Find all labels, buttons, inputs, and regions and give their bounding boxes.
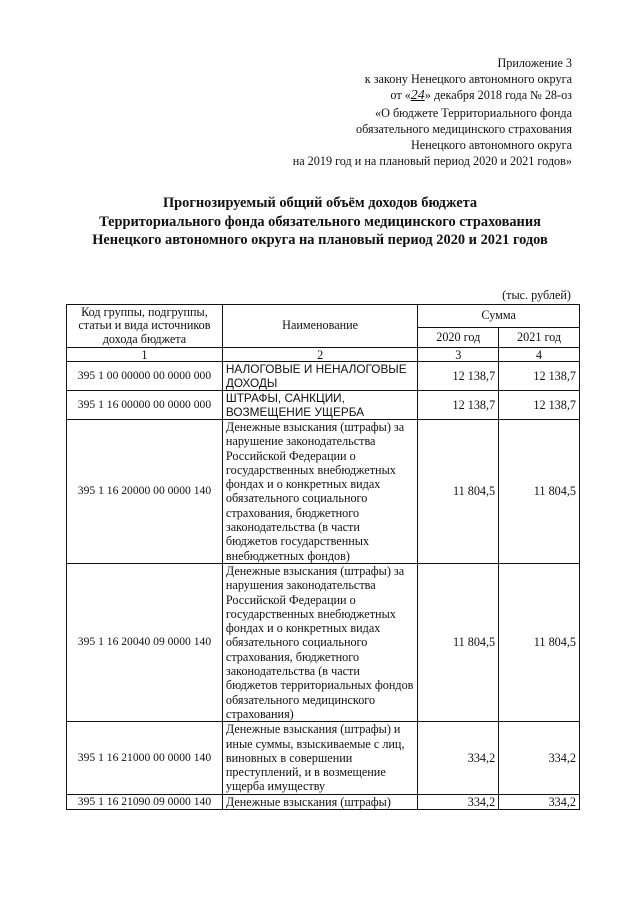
column-number-row (67, 348, 580, 362)
row-code: 395 1 00 00000 00 0000 000 (67, 362, 223, 391)
row-value-2021: 12 138,7 (499, 362, 580, 391)
row-value-2020: 12 138,7 (418, 391, 499, 420)
row-value-2020: 334,2 (418, 794, 499, 809)
appendix-line-4: «О бюджете Территориального фонда (375, 105, 572, 120)
appendix-line-3 (293, 87, 572, 104)
appendix-line-2: к закону Ненецкого автономного округа (364, 72, 572, 87)
row-code: 395 1 16 20040 09 0000 140 (67, 563, 223, 721)
row-name: Денежные взыскания (штрафы) (222, 794, 417, 809)
row-value-2021: 334,2 (499, 722, 580, 794)
row-code: 395 1 16 00000 00 0000 000 (67, 391, 223, 420)
appendix-handwritten-day: 24 (410, 88, 425, 104)
appendix-block (293, 55, 572, 169)
column-number: 2 (222, 348, 417, 362)
table-row (67, 563, 580, 721)
title-line-3: Ненецкого автономного округа на плановый период 2020 и 2021 годов (92, 232, 548, 248)
row-name: Денежные взыскания (штрафы) за нарушения законодательства Российской Федерации о государственных внебюджетных фондах и о конкретных видах обязательного социального страхования, бюджетного законодательства (в части бюджетов территориальных фондов обязательного медицинского страхования) (222, 563, 417, 721)
appendix-line-5: обязательного медицинского страхования (356, 121, 572, 136)
column-number: 3 (418, 348, 499, 362)
row-name: НАЛОГОВЫЕ И НЕНАЛОГОВЫЕ ДОХОДЫ (222, 362, 417, 391)
header-name: Наименование (222, 305, 417, 348)
row-code: 395 1 16 21090 09 0000 140 (67, 794, 223, 809)
row-name: Денежные взыскания (штрафы) за нарушение законодательства Российской Федерации о государственных внебюджетных фондах и о конкретных видах обязательного социального страхования, бюджетного законодательства (в части бюджетов государственных внебюджетных фондов) (222, 420, 417, 564)
table-row (67, 794, 580, 809)
table-row (67, 722, 580, 794)
header-code: Код группы, подгруппы, статьи и вида источников дохода бюджета (67, 305, 223, 348)
row-name: ШТРАФЫ, САНКЦИИ, ВОЗМЕЩЕНИЕ УЩЕРБА (222, 391, 417, 420)
table-header-row (67, 305, 580, 328)
document-title (0, 194, 640, 250)
row-value-2020: 334,2 (418, 722, 499, 794)
row-value-2020: 12 138,7 (418, 362, 499, 391)
row-code: 395 1 16 21000 00 0000 140 (67, 722, 223, 794)
table-row (67, 420, 580, 564)
table-row (67, 362, 580, 391)
revenue-table (66, 304, 580, 810)
row-value-2020: 11 804,5 (418, 563, 499, 721)
header-sum: Сумма (418, 305, 580, 328)
table-row (67, 391, 580, 420)
header-2020: 2020 год (418, 328, 499, 348)
row-value-2020: 11 804,5 (418, 420, 499, 564)
row-value-2021: 334,2 (499, 794, 580, 809)
header-2021: 2021 год (499, 328, 580, 348)
row-value-2021: 11 804,5 (499, 420, 580, 564)
appendix-line-7: на 2019 год и на плановый период 2020 и 2021 годов» (292, 154, 572, 169)
appendix-date-suffix: » декабря 2018 года № 28-оз (424, 88, 572, 103)
appendix-date-prefix: от « (390, 88, 411, 103)
units-label: (тыс. рублей) (502, 288, 571, 302)
row-value-2021: 12 138,7 (499, 391, 580, 420)
row-value-2021: 11 804,5 (499, 563, 580, 721)
appendix-line-6: Ненецкого автономного округа (410, 138, 572, 153)
title-line-1: Прогнозируемый общий объём доходов бюджета (162, 195, 478, 211)
appendix-line-1: Приложение 3 (497, 56, 572, 70)
row-name: Денежные взыскания (штрафы) и иные суммы, взыскиваемые с лиц, виновных в совершении преступлений, и в возмещение ущерба имуществу (222, 722, 417, 794)
row-code: 395 1 16 20000 00 0000 140 (67, 420, 223, 564)
title-line-2: Территориального фонда обязательного медицинского страхования (99, 213, 541, 230)
column-number: 4 (499, 348, 580, 362)
column-number: 1 (67, 348, 223, 362)
